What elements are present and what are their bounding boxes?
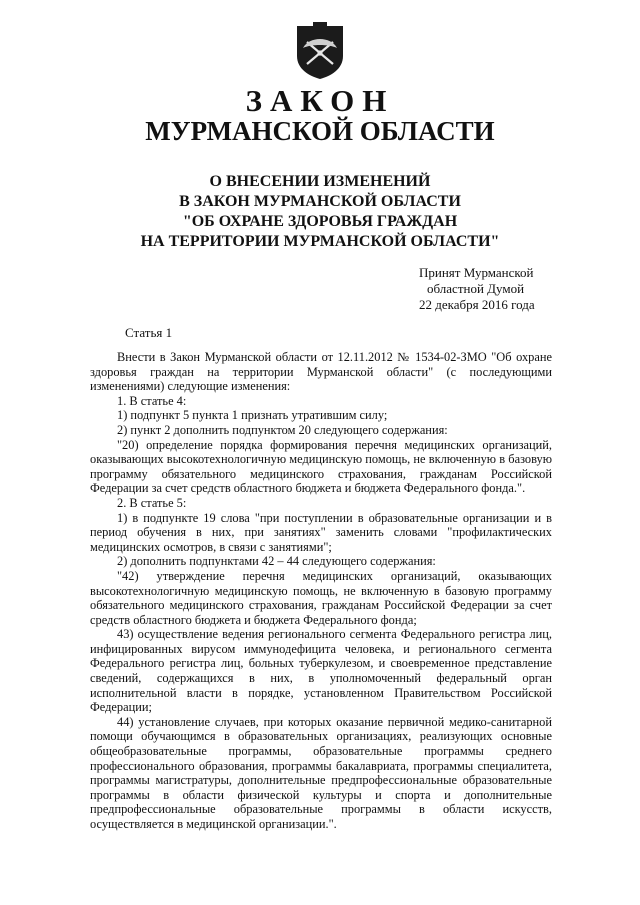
subtitle-line: В ЗАКОН МУРМАНСКОЙ ОБЛАСТИ: [179, 193, 461, 210]
paragraph: 2) дополнить подпунктами 42 – 44 следующего содержания:: [117, 554, 436, 569]
paragraph: 1. В статье 4:: [117, 393, 187, 408]
adoption-line: областной Думой: [427, 281, 525, 296]
adoption-date: 22 декабря 2016 года: [419, 297, 535, 312]
paragraph: 1) подпункт 5 пункта 1 признать утратившим силу;: [117, 408, 388, 423]
subtitle-line: О ВНЕСЕНИИ ИЗМЕНЕНИЙ: [209, 173, 431, 190]
adoption-line: Принят Мурманской: [419, 265, 534, 280]
article-title: Статья 1: [125, 325, 173, 340]
subtitle-line: НА ТЕРРИТОРИИ МУРМАНСКОЙ ОБЛАСТИ": [140, 233, 500, 250]
paragraph: Внести в Закон Мурманской области от 12.11.2012 № 1534-02-ЗМО "Об охране здоровья граждан на территории Мурманской области" (с последующими изменениями) следующие изменения:: [90, 350, 552, 394]
paragraph: "20) определение порядка формирования перечня медицинских организаций, оказывающих высокотехнологичную медицинскую помощь, не включенную в базовую программу обязательного медицинского страхования, гражданам Российской Федерации за счет средств областного бюджета и бюджета Федерального фонда.".: [90, 437, 552, 496]
paragraph: "42) утверждение перечня медицинских организаций, оказывающих высокотехнологичную медицинскую помощь, не включенную в базовую программу обязательного медицинского страхования, гражданам Российской Федерации за счет средств областного бюджета и бюджета Федерального фонда;: [90, 568, 552, 627]
law-subtitle: [0, 172, 640, 252]
article-body: [90, 350, 552, 832]
region-title: МУРМАНСКОЙ ОБЛАСТИ: [145, 116, 495, 146]
paragraph: 2) пункт 2 дополнить подпунктом 20 следующего содержания:: [117, 422, 448, 437]
subtitle-line: "ОБ ОХРАНЕ ЗДОРОВЬЯ ГРАЖДАН: [182, 213, 458, 230]
paragraph: 43) осуществление ведения регионального сегмента Федерального регистра лиц, инфицированных вирусом иммунодефицита человека, и регионального сегмента Федерального регистра лиц, больных туберкулезом, и своевременное представление сведений, содержащихся в них, в уполномоченный федеральный орган исполнительной власти в порядке, установленном Правительством Российской Федерации;: [90, 627, 552, 715]
coat-of-arms-icon: [293, 22, 347, 80]
law-title: ЗАКОН: [245, 83, 395, 118]
paragraph: 2. В статье 5:: [117, 495, 187, 510]
paragraph: 1) в подпункте 19 слова "при поступлении в образовательные организации и в период обучения в них, при занятиях" заменить словами "профилактических медицинских осмотров, в связи с занятиями";: [90, 510, 552, 554]
adoption-note: [419, 265, 535, 313]
paragraph: 44) установление случаев, при которых оказание первичной медико-санитарной помощи обучающимся в образовательных организациях, реализующих основные общеобразовательные программы, образовательные программы среднего профессионального образования, программы бакалавриата, программы специалитета, программы магистратуры, дополнительные предпрофессиональные образовательные программы в области физической культуры и спорта и дополнительные предпрофессиональные образовательные программы в области искусств, осуществляется в медицинской организации.".: [90, 714, 552, 831]
